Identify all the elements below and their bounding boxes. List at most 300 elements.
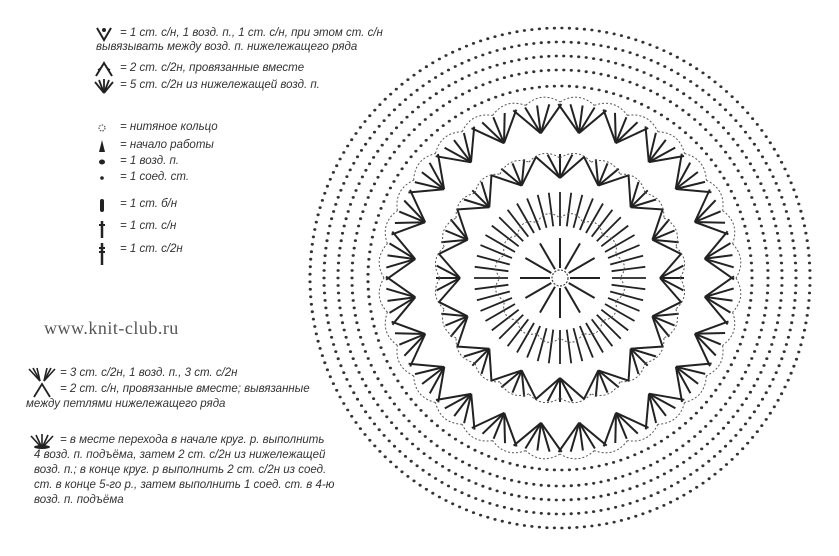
chain-stitch <box>515 30 518 33</box>
chain-stitch <box>780 262 783 265</box>
chain-stitch <box>747 239 750 242</box>
chain-stitch <box>424 435 427 438</box>
chain-stitch <box>701 482 704 485</box>
legend-transition <box>26 433 334 508</box>
shell-stitch <box>631 207 664 209</box>
chain-stitch <box>413 425 416 428</box>
chain-stitch <box>681 444 684 447</box>
chain-stitch <box>390 132 393 135</box>
chain-stitch <box>694 452 697 455</box>
chain-stitch <box>590 525 593 528</box>
tr-stitch <box>475 285 509 289</box>
chain-stitch <box>458 506 461 509</box>
legend-start-text: = начало работы <box>120 139 214 151</box>
chain-stitch <box>375 332 378 335</box>
chain-stitch <box>768 350 771 353</box>
chain-stitch <box>643 56 646 59</box>
chain-stitch <box>605 522 608 525</box>
chain-arch <box>733 244 741 278</box>
chain-stitch <box>361 378 364 381</box>
chain-stitch <box>710 395 713 398</box>
chain-stitch <box>354 132 357 135</box>
chain-stitch <box>481 485 484 488</box>
chain-stitch <box>701 72 704 75</box>
legend-ring-text: = нитяное кольцо <box>120 121 218 133</box>
chain-stitch <box>352 162 355 165</box>
shell-stitch <box>559 423 580 452</box>
chain-stitch <box>336 277 339 280</box>
chain-stitch <box>607 508 610 511</box>
chain-stitch <box>619 95 622 98</box>
chain-stitch <box>337 269 340 272</box>
chain-stitch <box>349 350 352 353</box>
chain-stitch <box>650 494 653 497</box>
chain-stitch <box>707 460 710 463</box>
chain-arch <box>615 255 624 278</box>
chain-stitch <box>515 523 518 526</box>
chain-stitch <box>530 28 533 31</box>
shell-stitch <box>457 347 490 349</box>
chain-stitch <box>701 464 704 467</box>
chain-stitch <box>585 497 588 500</box>
chain-stitch <box>385 415 388 418</box>
chain-stitch <box>312 236 315 239</box>
chain-stitch <box>370 364 373 367</box>
chain-stitch <box>352 391 355 394</box>
chain-stitch <box>779 299 782 302</box>
chain-stitch <box>570 41 573 44</box>
chain-stitch <box>777 239 780 242</box>
tr-stitch <box>549 330 553 364</box>
chain-stitch <box>627 517 630 520</box>
chain-stitch <box>363 433 366 436</box>
chain-stitch <box>726 370 729 373</box>
chain-stitch <box>337 357 340 360</box>
chain-stitch <box>728 396 731 399</box>
chain-stitch <box>367 196 370 199</box>
shell-stitch <box>513 110 541 133</box>
chain-stitch <box>756 123 759 126</box>
chain-stitch <box>577 41 580 44</box>
chain-stitch <box>747 189 750 192</box>
chain-stitch <box>467 59 470 62</box>
chain-stitch <box>791 314 794 317</box>
chain-stitch <box>807 254 810 257</box>
chain-stitch <box>346 409 349 412</box>
chain-stitch <box>516 89 519 92</box>
shell-stitch <box>646 394 649 430</box>
chain-stitch <box>590 466 593 469</box>
chain-stitch <box>794 284 797 287</box>
chain-stitch <box>718 171 721 174</box>
chain-stitch <box>626 97 629 100</box>
chain-stitch <box>669 453 672 456</box>
chain-stitch <box>378 450 381 453</box>
chain-stitch <box>795 358 798 361</box>
chain-stitch <box>361 210 364 213</box>
chain-arch <box>602 301 616 320</box>
chain-stitch <box>451 502 454 505</box>
chain-stitch <box>780 161 783 164</box>
chain-stitch <box>711 116 714 119</box>
chain-stitch <box>448 120 451 123</box>
chain-stitch <box>772 336 775 339</box>
legend-start <box>92 138 214 154</box>
shell-stitch <box>631 347 664 349</box>
chain-stitch <box>621 64 624 67</box>
chain-stitch <box>472 42 475 45</box>
chain-stitch <box>751 117 754 120</box>
chain-stitch <box>346 145 349 148</box>
legend-slip <box>92 170 189 186</box>
chain-stitch <box>419 144 422 147</box>
chain-stitch <box>621 475 624 478</box>
chain-stitch <box>705 153 708 156</box>
chain-stitch <box>373 325 376 328</box>
chain-stitch <box>728 157 731 160</box>
chain-stitch <box>448 434 451 437</box>
chain-stitch <box>404 98 407 101</box>
shell-stitch <box>579 423 607 446</box>
chain-stitch <box>619 459 622 462</box>
chain-stitch <box>724 151 727 154</box>
chain-stitch <box>481 470 484 473</box>
chain-stitch <box>648 510 651 513</box>
chain-stitch <box>553 527 556 530</box>
chain-stitch <box>347 343 350 346</box>
chain-stitch <box>621 78 624 81</box>
chain-stitch <box>592 510 595 513</box>
chain-stitch <box>772 175 775 178</box>
chain-stitch <box>494 458 497 461</box>
chain-stitch <box>474 56 477 59</box>
chain-stitch <box>707 93 710 96</box>
chain-stitch <box>765 196 768 199</box>
chain-stitch <box>775 371 778 374</box>
chain-stitch <box>400 470 403 473</box>
chain-stitch <box>676 72 679 75</box>
chain-stitch <box>607 60 610 63</box>
chain-stitch <box>683 76 686 79</box>
chain-stitch <box>389 187 392 190</box>
chain-stitch <box>676 465 679 468</box>
chain-stitch <box>547 484 550 487</box>
chain-stitch <box>389 93 392 96</box>
chain-stitch <box>765 357 768 360</box>
chain-stitch <box>356 398 359 401</box>
chain-stitch <box>727 132 730 135</box>
chain-stitch <box>510 74 513 77</box>
chain-stitch <box>633 453 636 456</box>
chain-stitch <box>380 384 383 387</box>
shell-stitch <box>392 222 426 234</box>
chain-stitch <box>407 420 410 423</box>
chain-stitch <box>404 455 407 458</box>
chain-stitch <box>570 55 573 58</box>
chain-stitch <box>560 469 563 472</box>
chain-stitch <box>722 427 725 430</box>
dc2tog-icon <box>26 382 60 398</box>
shell-stitch <box>408 189 444 192</box>
chain-stitch <box>368 251 371 254</box>
chain-stitch <box>309 265 312 268</box>
chain-stitch <box>666 118 669 121</box>
chain-stitch <box>373 109 376 112</box>
chain-stitch <box>373 423 376 426</box>
chain-stitch <box>628 81 631 84</box>
chain-stitch <box>719 468 722 471</box>
chain-stitch <box>762 364 765 367</box>
chain-stitch <box>545 85 548 88</box>
chain-stitch <box>523 465 526 468</box>
chain-stitch <box>753 384 756 387</box>
chain-stitch <box>393 445 396 448</box>
chain-stitch <box>525 71 528 74</box>
chain-stitch <box>460 491 463 494</box>
chain-stitch <box>647 447 650 450</box>
chain-stitch <box>555 69 558 72</box>
chain-stitch <box>398 145 401 148</box>
chain-stitch <box>672 122 675 125</box>
chain-stitch <box>436 424 439 427</box>
chain-arch <box>560 333 583 342</box>
chain-stitch <box>740 377 743 380</box>
chain-stitch <box>730 363 733 366</box>
tr-stitch <box>477 292 510 301</box>
chain-stitch <box>458 48 461 51</box>
chain-stitch <box>592 71 595 74</box>
legend-sc <box>92 197 177 213</box>
chain-stitch <box>577 55 580 58</box>
shell-stitch <box>705 276 734 297</box>
chain-stitch <box>392 180 395 183</box>
chain-stitch <box>756 343 759 346</box>
chain-stitch <box>430 113 433 116</box>
chain-stitch <box>719 145 722 148</box>
chain-stitch <box>764 247 767 250</box>
chain-stitch <box>676 497 679 500</box>
chain-stitch <box>562 69 565 72</box>
tr-stitch <box>475 267 509 271</box>
chain-stitch <box>447 485 450 488</box>
chain-stitch <box>746 442 749 445</box>
chain-stitch <box>778 307 781 310</box>
chain-stitch <box>311 243 314 246</box>
chain-stitch <box>321 199 324 202</box>
chain-stitch <box>319 206 322 209</box>
chain-stitch <box>577 69 580 72</box>
chain-stitch <box>400 432 403 435</box>
chain-stitch <box>454 116 457 119</box>
chain-stitch <box>753 410 756 413</box>
chain-stitch <box>385 138 388 141</box>
chain-stitch <box>663 65 666 68</box>
chain-stitch <box>719 85 722 88</box>
chain-stitch <box>553 85 556 88</box>
chain-stitch <box>430 420 433 423</box>
chain-stitch <box>317 340 320 343</box>
chain-stitch <box>708 76 711 79</box>
chain-stitch <box>311 310 314 313</box>
chain-stitch <box>419 69 422 72</box>
chain-stitch <box>540 498 543 501</box>
chain-stitch <box>496 64 499 67</box>
tr-stitch <box>477 256 510 265</box>
chain-stitch <box>547 55 550 58</box>
chain-stitch <box>666 436 669 439</box>
chain-stitch <box>393 108 396 111</box>
chain-arch <box>560 214 583 223</box>
chain-stitch <box>780 196 783 199</box>
chain-stitch <box>324 254 327 257</box>
chain-stitch <box>592 482 595 485</box>
chain-stitch <box>338 247 341 250</box>
chain-stitch <box>562 499 565 502</box>
chain-stitch <box>605 31 608 34</box>
chain-stitch <box>532 56 535 59</box>
chain-stitch <box>745 321 748 324</box>
chain-stitch <box>741 336 744 339</box>
chain-stitch <box>695 486 698 489</box>
chain-stitch <box>765 254 768 257</box>
chain-stitch <box>759 182 762 185</box>
chain-stitch <box>766 262 769 265</box>
chain-stitch <box>682 461 685 464</box>
chain-stitch <box>713 473 716 476</box>
chain-stitch <box>753 143 756 146</box>
chain-stitch <box>648 43 651 46</box>
shell-stitch <box>705 231 728 258</box>
chain-stitch <box>762 189 765 192</box>
chain-stitch <box>607 46 610 49</box>
chain-stitch <box>508 32 511 35</box>
chain-stitch <box>360 404 363 407</box>
chain-stitch <box>501 460 504 463</box>
chain-stitch <box>715 139 718 142</box>
chain-stitch <box>467 445 470 448</box>
chain-stitch <box>599 481 602 484</box>
chain-stitch <box>441 465 444 468</box>
chain-stitch <box>598 465 601 468</box>
chain-stitch <box>454 488 457 491</box>
chain-stitch <box>758 217 761 220</box>
shell-stitch <box>541 104 562 133</box>
chain-stitch <box>364 350 367 353</box>
legend-dc <box>92 219 176 235</box>
chain-stitch <box>385 193 388 196</box>
chain-stitch <box>614 76 617 79</box>
chain-stitch <box>777 314 780 317</box>
chain-stitch <box>724 445 727 448</box>
chain-stitch <box>585 56 588 59</box>
chain-stitch <box>640 103 643 106</box>
chain-stitch <box>373 445 376 448</box>
chain-stitch <box>325 239 328 242</box>
chain-stitch <box>472 511 475 514</box>
chain-stitch <box>309 295 312 298</box>
chain-stitch <box>676 88 679 91</box>
chain-stitch <box>628 66 631 69</box>
chain-stitch <box>373 131 376 134</box>
dc-stitch <box>565 243 580 269</box>
ring-icon <box>92 120 120 136</box>
chain-stitch <box>395 427 398 430</box>
chain-stitch <box>352 254 355 257</box>
chain-stitch <box>510 46 513 49</box>
tr-stitch <box>601 226 628 247</box>
chain-stitch <box>715 414 718 417</box>
chain-stitch <box>351 292 354 295</box>
chain-stitch <box>757 149 760 152</box>
chain-arch <box>518 222 537 236</box>
chain-stitch <box>436 444 439 447</box>
chain-stitch <box>765 162 768 165</box>
chain-stitch <box>778 364 781 367</box>
chain-stitch <box>368 417 371 420</box>
chain-stitch <box>682 60 685 63</box>
chain-stitch <box>361 176 364 179</box>
chain-stitch <box>341 232 344 235</box>
chain-stitch <box>493 35 496 38</box>
chain-stitch <box>422 469 425 472</box>
chain-stitch <box>354 239 357 242</box>
legend-dc2tog <box>26 382 310 412</box>
chain-stitch <box>724 108 727 111</box>
start-icon <box>92 138 120 154</box>
chain-stitch <box>649 89 652 92</box>
chain-stitch <box>364 143 367 146</box>
chain-stitch <box>765 299 768 302</box>
chain-stitch <box>598 30 601 33</box>
chain-stitch <box>793 307 796 310</box>
chain-stitch <box>683 477 686 480</box>
chain-arch <box>379 278 387 312</box>
legend-transition-line: 4 возд. п. подъёма, затем 2 ст. с/2н из нижележащей <box>34 449 326 461</box>
chain-stitch <box>682 494 685 497</box>
chain-stitch <box>406 475 409 478</box>
shell-stitch <box>629 349 631 382</box>
chain-stitch <box>766 269 769 272</box>
chain-arch <box>526 97 560 105</box>
chain-stitch <box>663 81 666 84</box>
chain-stitch <box>676 56 679 59</box>
chain-stitch <box>789 225 792 228</box>
shell-stitch <box>660 266 683 278</box>
chain-stitch <box>358 371 361 374</box>
shell-stitch <box>646 126 649 162</box>
chain-stitch <box>448 453 451 456</box>
crochet-chart <box>290 10 830 550</box>
chain-stitch <box>339 364 342 367</box>
chain-stitch <box>656 460 659 463</box>
chain-stitch <box>729 114 732 117</box>
chain-stitch <box>687 113 690 116</box>
chain-stitch <box>614 506 617 509</box>
chain-stitch <box>568 526 571 529</box>
chain-stitch <box>547 69 550 72</box>
chain-stitch <box>592 43 595 46</box>
chain-stitch <box>717 121 720 124</box>
chain-stitch <box>662 457 665 460</box>
chain-stitch <box>765 418 768 421</box>
chain-stitch <box>790 321 793 324</box>
tr-stitch <box>592 319 613 346</box>
shell-stitch <box>504 413 516 447</box>
chain-stitch <box>700 406 703 409</box>
chain-stitch <box>323 192 326 195</box>
chain-stitch <box>663 473 666 476</box>
chain-stitch <box>719 450 722 453</box>
